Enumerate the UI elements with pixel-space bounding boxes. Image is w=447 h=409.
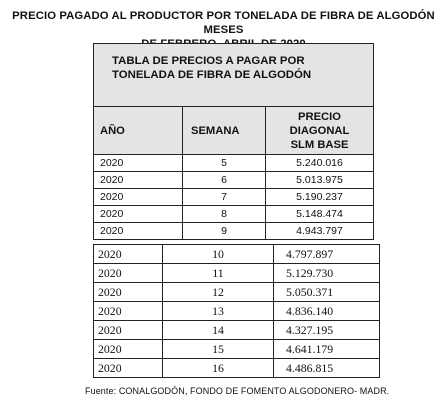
cell-week: 6 bbox=[183, 172, 266, 189]
cell-year: 2020 bbox=[94, 302, 163, 321]
table-row bbox=[94, 223, 374, 240]
title-line-1: PRECIO PAGADO AL PRODUCTOR POR TONELADA DE FIBRA DE ALGODÓN MESES bbox=[12, 10, 435, 36]
cell-price: 4.641.179 bbox=[274, 340, 380, 359]
cell-price: 4.486.815 bbox=[274, 359, 380, 378]
table-header-row bbox=[94, 107, 374, 155]
cell-price: 4.836.140 bbox=[274, 302, 380, 321]
cell-year: 2020 bbox=[94, 223, 183, 240]
table-row bbox=[94, 340, 380, 359]
cell-year: 2020 bbox=[94, 245, 163, 264]
header-price bbox=[266, 107, 374, 155]
table-row bbox=[94, 155, 374, 172]
table-row bbox=[94, 283, 380, 302]
cell-price: 5.148.474 bbox=[266, 206, 374, 223]
cell-week: 13 bbox=[163, 302, 274, 321]
cell-price: 5.050.371 bbox=[274, 283, 380, 302]
cell-year: 2020 bbox=[94, 206, 183, 223]
cell-week: 8 bbox=[183, 206, 266, 223]
header-price-line-1: PRECIO bbox=[298, 110, 341, 123]
cell-price: 4.943.797 bbox=[266, 223, 374, 240]
cell-week: 16 bbox=[163, 359, 274, 378]
cell-price: 4.797.897 bbox=[274, 245, 380, 264]
table-caption-row bbox=[94, 44, 374, 107]
table-row bbox=[94, 206, 374, 223]
table-row bbox=[94, 264, 380, 283]
cell-year: 2020 bbox=[94, 340, 163, 359]
source-note: Fuente: CONALGODÓN, FONDO DE FOMENTO ALGODONERO- MADR. bbox=[85, 386, 390, 396]
cell-week: 11 bbox=[163, 264, 274, 283]
table-row bbox=[94, 302, 380, 321]
table-row bbox=[94, 321, 380, 340]
table-row bbox=[94, 172, 374, 189]
cell-price: 5.129.730 bbox=[274, 264, 380, 283]
cell-price: 5.240.016 bbox=[266, 155, 374, 172]
price-table-weeks-10-16 bbox=[93, 244, 380, 378]
table-caption bbox=[94, 44, 374, 107]
cell-week: 5 bbox=[183, 155, 266, 172]
cell-year: 2020 bbox=[94, 321, 163, 340]
price-table-weeks-5-9 bbox=[93, 43, 374, 240]
table-row bbox=[94, 189, 374, 206]
table-caption-line-2: TONELADA DE FIBRA DE ALGODÓN bbox=[112, 69, 312, 81]
cell-year: 2020 bbox=[94, 283, 163, 302]
header-price-line-3: SLM BASE bbox=[290, 138, 349, 151]
header-year: AÑO bbox=[94, 107, 183, 155]
cell-week: 12 bbox=[163, 283, 274, 302]
table-caption-line-1: TABLA DE PRECIOS A PAGAR POR bbox=[112, 55, 305, 67]
header-week: SEMANA bbox=[183, 107, 266, 155]
cell-week: 14 bbox=[163, 321, 274, 340]
header-price-line-2: DIAGONAL bbox=[289, 124, 350, 137]
table-row bbox=[94, 245, 380, 264]
cell-year: 2020 bbox=[94, 155, 183, 172]
cell-week: 9 bbox=[183, 223, 266, 240]
cell-week: 7 bbox=[183, 189, 266, 206]
cell-price: 5.190.237 bbox=[266, 189, 374, 206]
cell-price: 5.013.975 bbox=[266, 172, 374, 189]
cell-year: 2020 bbox=[94, 172, 183, 189]
cell-year: 2020 bbox=[94, 359, 163, 378]
cell-week: 10 bbox=[163, 245, 274, 264]
cell-week: 15 bbox=[163, 340, 274, 359]
cell-year: 2020 bbox=[94, 264, 163, 283]
cell-price: 4.327.195 bbox=[274, 321, 380, 340]
cell-year: 2020 bbox=[94, 189, 183, 206]
table-row bbox=[94, 359, 380, 378]
